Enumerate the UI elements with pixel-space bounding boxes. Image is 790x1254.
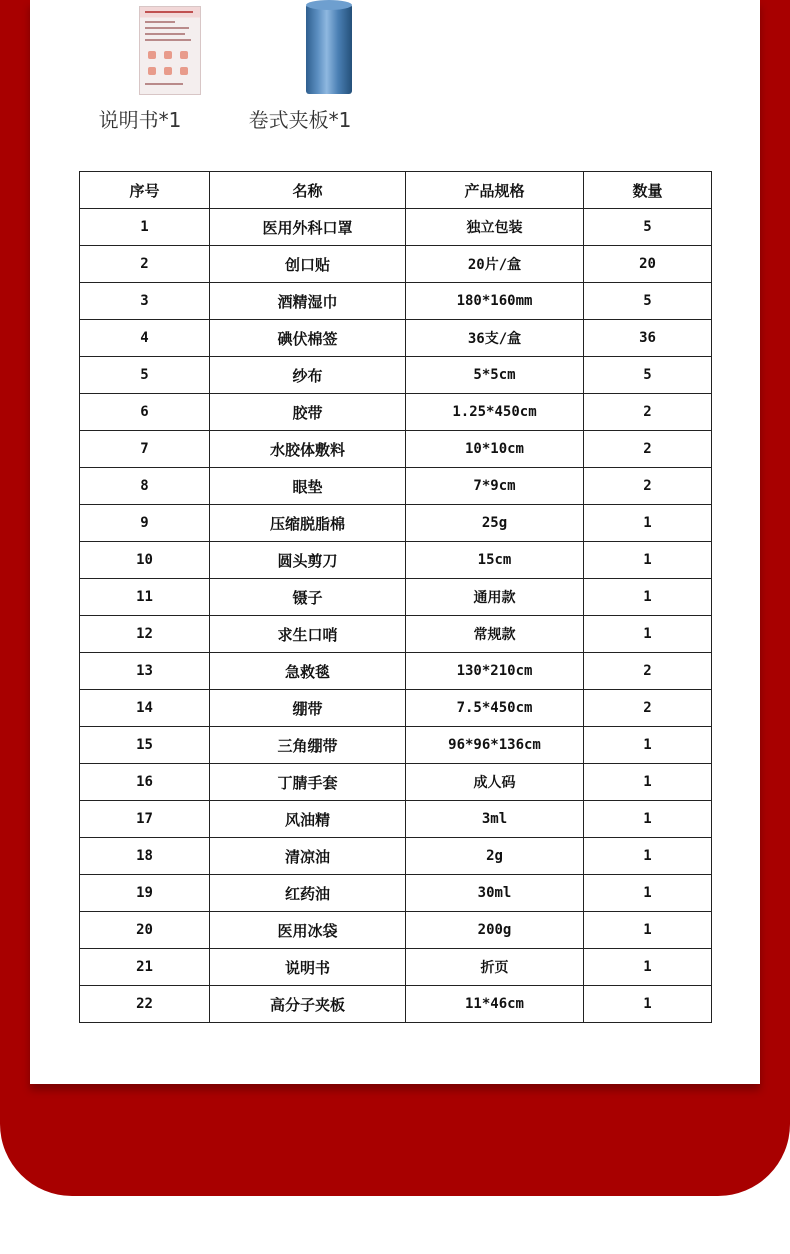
table-header-row [80, 172, 712, 209]
cell-quantity: 1 [584, 801, 712, 838]
cell-name: 求生口哨 [210, 616, 406, 653]
table-row [80, 764, 712, 801]
cell-index: 7 [80, 431, 210, 468]
table-row [80, 505, 712, 542]
cell-index: 17 [80, 801, 210, 838]
cell-name: 丁腈手套 [210, 764, 406, 801]
cell-spec: 20片/盒 [406, 246, 584, 283]
cell-quantity: 1 [584, 986, 712, 1023]
cell-quantity: 1 [584, 579, 712, 616]
cell-name: 水胶体敷料 [210, 431, 406, 468]
cell-spec: 11*46cm [406, 986, 584, 1023]
cell-name: 高分子夹板 [210, 986, 406, 1023]
contents-table [79, 171, 712, 1023]
cell-spec: 96*96*136cm [406, 727, 584, 764]
table-row [80, 283, 712, 320]
cell-name: 说明书 [210, 949, 406, 986]
cell-spec: 2g [406, 838, 584, 875]
cell-index: 9 [80, 505, 210, 542]
cell-name: 三角绷带 [210, 727, 406, 764]
table-row [80, 690, 712, 727]
cell-name: 胶带 [210, 394, 406, 431]
cell-quantity: 5 [584, 209, 712, 246]
cell-name: 急救毯 [210, 653, 406, 690]
cell-index: 20 [80, 912, 210, 949]
cell-index: 3 [80, 283, 210, 320]
cell-name: 医用外科口罩 [210, 209, 406, 246]
table-row [80, 949, 712, 986]
table-row [80, 838, 712, 875]
cell-quantity: 5 [584, 357, 712, 394]
cell-index: 11 [80, 579, 210, 616]
cell-spec: 180*160mm [406, 283, 584, 320]
cell-index: 15 [80, 727, 210, 764]
cell-index: 13 [80, 653, 210, 690]
table-row [80, 357, 712, 394]
cell-name: 医用冰袋 [210, 912, 406, 949]
table-row [80, 912, 712, 949]
cell-spec: 130*210cm [406, 653, 584, 690]
table-row [80, 801, 712, 838]
cell-spec: 25g [406, 505, 584, 542]
cell-name: 圆头剪刀 [210, 542, 406, 579]
cell-index: 4 [80, 320, 210, 357]
header-spec: 产品规格 [406, 172, 584, 209]
table-row [80, 431, 712, 468]
cell-index: 21 [80, 949, 210, 986]
cell-quantity: 1 [584, 542, 712, 579]
manual-booklet-icon [139, 6, 201, 95]
cell-index: 2 [80, 246, 210, 283]
cell-spec: 7*9cm [406, 468, 584, 505]
header-index: 序号 [80, 172, 210, 209]
manual-label: 说明书*1 [98, 108, 182, 132]
cell-quantity: 1 [584, 616, 712, 653]
cell-quantity: 20 [584, 246, 712, 283]
table-row [80, 246, 712, 283]
cell-name: 酒精湿巾 [210, 283, 406, 320]
cell-spec: 5*5cm [406, 357, 584, 394]
cell-index: 1 [80, 209, 210, 246]
cell-quantity: 1 [584, 764, 712, 801]
cell-index: 5 [80, 357, 210, 394]
cell-index: 19 [80, 875, 210, 912]
cell-name: 碘伏棉签 [210, 320, 406, 357]
table-row [80, 468, 712, 505]
cell-name: 红药油 [210, 875, 406, 912]
table-row [80, 875, 712, 912]
cell-spec: 成人码 [406, 764, 584, 801]
cell-name: 眼垫 [210, 468, 406, 505]
splint-label: 卷式夹板*1 [248, 108, 352, 132]
cell-spec: 独立包装 [406, 209, 584, 246]
cell-quantity: 2 [584, 468, 712, 505]
cell-name: 清凉油 [210, 838, 406, 875]
header-name: 名称 [210, 172, 406, 209]
table-row [80, 394, 712, 431]
table-row [80, 727, 712, 764]
cell-quantity: 5 [584, 283, 712, 320]
cell-quantity: 2 [584, 653, 712, 690]
cell-spec: 1.25*450cm [406, 394, 584, 431]
cell-quantity: 1 [584, 949, 712, 986]
cell-index: 14 [80, 690, 210, 727]
cell-spec: 200g [406, 912, 584, 949]
cell-name: 镊子 [210, 579, 406, 616]
table-row [80, 209, 712, 246]
cell-index: 22 [80, 986, 210, 1023]
cell-index: 10 [80, 542, 210, 579]
cell-quantity: 1 [584, 912, 712, 949]
cell-spec: 30ml [406, 875, 584, 912]
cell-spec: 3ml [406, 801, 584, 838]
cell-name: 创口贴 [210, 246, 406, 283]
cell-spec: 折页 [406, 949, 584, 986]
cell-quantity: 1 [584, 838, 712, 875]
cell-name: 压缩脱脂棉 [210, 505, 406, 542]
rolled-splint-icon [306, 4, 352, 94]
cell-quantity: 1 [584, 875, 712, 912]
cell-name: 风油精 [210, 801, 406, 838]
cell-quantity: 2 [584, 394, 712, 431]
cell-index: 12 [80, 616, 210, 653]
cell-index: 18 [80, 838, 210, 875]
table-row [80, 653, 712, 690]
cell-spec: 10*10cm [406, 431, 584, 468]
cell-index: 6 [80, 394, 210, 431]
table-row [80, 542, 712, 579]
cell-index: 16 [80, 764, 210, 801]
table-row [80, 986, 712, 1023]
cell-quantity: 1 [584, 727, 712, 764]
header-quantity: 数量 [584, 172, 712, 209]
cell-spec: 常规款 [406, 616, 584, 653]
cell-spec: 7.5*450cm [406, 690, 584, 727]
table-row [80, 320, 712, 357]
cell-spec: 15cm [406, 542, 584, 579]
cell-quantity: 2 [584, 431, 712, 468]
cell-quantity: 36 [584, 320, 712, 357]
cell-name: 绷带 [210, 690, 406, 727]
cell-spec: 36支/盒 [406, 320, 584, 357]
cell-quantity: 1 [584, 505, 712, 542]
cell-spec: 通用款 [406, 579, 584, 616]
cell-quantity: 2 [584, 690, 712, 727]
table-row [80, 616, 712, 653]
table-row [80, 579, 712, 616]
cell-index: 8 [80, 468, 210, 505]
cell-name: 纱布 [210, 357, 406, 394]
